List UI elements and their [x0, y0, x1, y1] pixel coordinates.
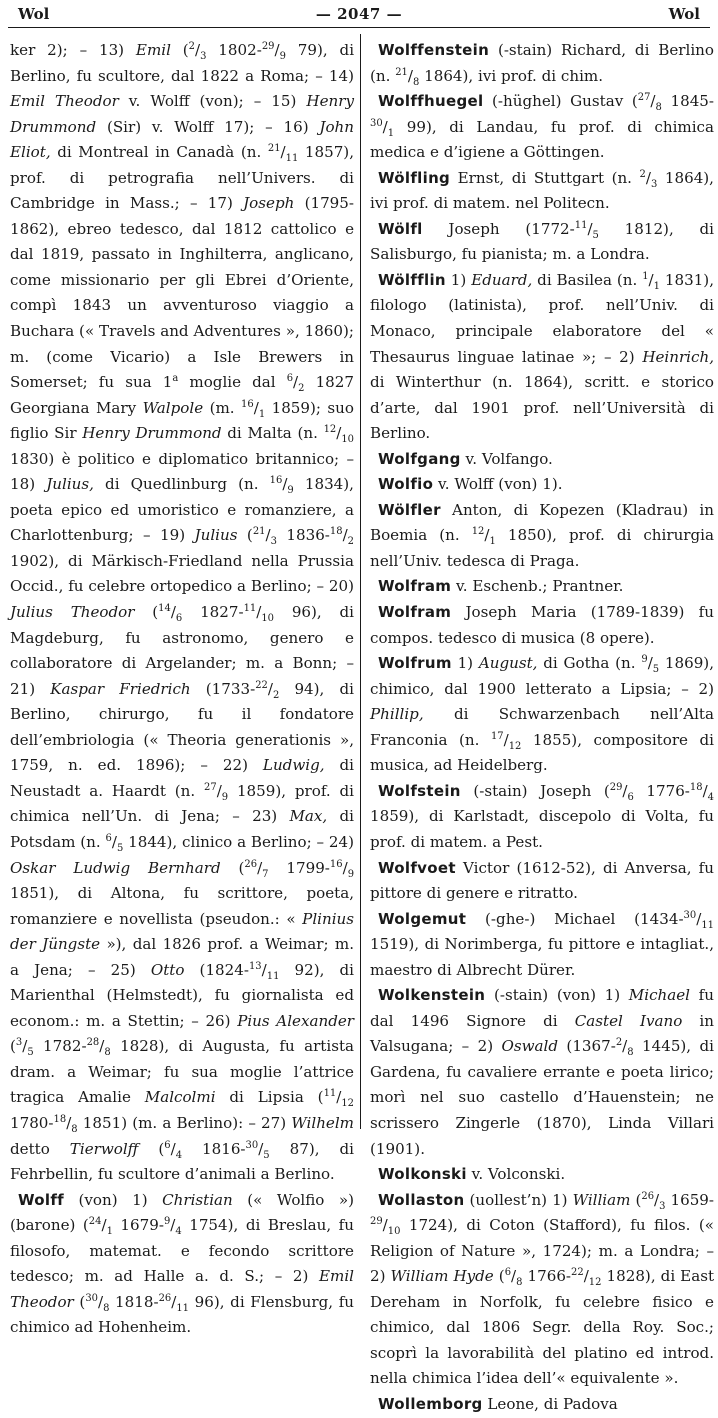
dictionary-entry-wolkenstein [370, 983, 714, 1162]
entry-headword: Wolfvoet [378, 858, 456, 877]
entry-headword: Wolfram [378, 577, 452, 596]
entry-body: (-ghe-) Michael ($1434-^{30}/_{11}$ 1519), di Norimberga, fu pittore e intagliat., maestro di Albrecht Dürer. [370, 909, 714, 979]
dictionary-entry-wolffenstein [370, 38, 714, 89]
entry-headword: Wolfstein [378, 781, 461, 800]
entry-headword: Wolkenstein [378, 986, 486, 1005]
entry-body: Anton, di Kopezen (Kladrau) in Boemia (n. $^{12}/_1$ 1850), prof. di chirurgia nell’Univ. tedesca di Praga. [370, 500, 714, 570]
dictionary-entry-wolff-cont [10, 38, 354, 1188]
dictionary-entry-wolfrum [370, 651, 714, 779]
entry-headword: Wölfler [378, 500, 441, 519]
entry-body: Joseph ($1772-^{11}/_5$ 1812), di Salisburgo, fu pianista; m. a Londra. [370, 219, 714, 264]
entry-body: (-hüghel) Gustav ($^{27}/_8$ $1845-^{30}/_1$ 99), di Landau, fu prof. di chimica medica e d’igiene a Göttingen. [370, 92, 714, 162]
entry-headword: Wölfling [378, 168, 451, 187]
entry-body: v. Volfango. [465, 449, 553, 468]
entry-body: v. Volconski. [471, 1165, 566, 1184]
dictionary-entry-wolfvoet [370, 856, 714, 907]
entry-body: (von) 1) Christian (« Wolfio ») (barone) ($^{24}/_1$ $1679-^9/_4$ 1754), di Breslau, fu filosofo, matemat. e fecondo scrittore tedesco; m. ad Halle a. d. S.; – 2) Emil Theodor ($^{30}/_8$ $1818-^{26}/_{11}$ 96), di Flensburg, fu chimico ad Hohenheim. [10, 1190, 355, 1337]
entry-body: Victor (1612-52), di Anversa, fu pittore di genere e ritratto. [370, 858, 714, 903]
dictionary-entry-wolkonski [370, 1162, 714, 1188]
entry-headword: Wolffhuegel [378, 92, 484, 111]
right-column [370, 38, 714, 1418]
dictionary-entry-wolfram1 [370, 574, 714, 600]
page-number: — 2047 — [315, 5, 403, 23]
entry-body: ker 2); – 13) Emil ($^2/_3$ $1802-^{29}/_9$ 79), di Berlino, fu scultore, dal 1822 a Roma; – 14) Emil Theodor v. Wolff (von); – 15) Henry Drummond (Sir) v. Wolff 17); – 16) John Eliot, di Montreal in Canadà (n. $^{21}/_{11}$ 1857), prof. di petrografia nell’Univers. di Cambridge in Mass.; – 17) Joseph (1795-1862), ebreo tedesco, dal 1812 cattolico e dal 1819, passato in Inghilterra, anglicano, come missionario per gli Ebrei d’Oriente, compì 1843 un avventuroso viaggio a Buchara (« Travels and Adventures », 1860); m. (come Vicario) a Isle Brewers in Somerset; fu sua 1$^a$ moglie dal $^6/_2$ 1827 Georgiana Mary Walpole (m. $^{16}/_1$ 1859); suo figlio Sir Henry Drummond di Malta (n. $^{12}/_{10}$ 1830) è politico e diplomatico britannico; – 18) Julius, di Quedlinburg (n. $^{16}/_9$ 1834), poeta epico ed umoristico e romanziere, a Charlottenburg; – 19) Julius ($^{21}/_3$ $1836-^{18}/_2$ 1902), di Märkisch-Friedland nella Prussia Occid., fu celebre ortopedico a Berlino; – 20) Julius Theodor ($^{14}/_6$ $1827-^{11}/_{10}$ 96), di Magdeburg, fu astronomo, genero e collaboratore di Argelander; m. a Bonn; – 21) Kaspar Friedrich ($1733-^{22}/_2$ 94), di Berlino, chirurgo, fu il fondatore dell’embriologia (« Theoria generationis », 1759, n. ed. 1896); – 22) Ludwig, di Neustadt a. Haardt (n. $^{27}/_9$ 1859), prof. di chimica nell’Un. di Jena; – 23) Max, di Potsdam (n. $^6/_5$ 1844), clinico a Berlino; – 24) Oskar Ludwig Bernhard ($^{26}/_7$ $1799-^{16}/_9$ 1851), di Altona, fu scrittore, poeta, romanziere e novellista (pseudon.: « Plinius der Jüngste »), dal 1826 prof. a Weimar; m. a Jena; – 25) Otto ($1824-^{13}/_{11}$ 92), di Marienthal (Helmstedt), fu giornalista ed econom.: m. a Stettin; – 26) Pius Alexander ($^3/_5$ $1782-^{28}/_8$ 1828), di Augusta, fu artista dram. a Weimar; fu sua moglie l’attrice tragica Amalie Malcolmi di Lipsia ($^{11}/_{12}$ $1780-^{18}/_8$ 1851) (m. a Berlino): – 27) Wilhelm detto Tierwolff ($^6/_4$ $1816-^{30}/_5$ 87), di Fehrbellin, fu scultore d’animali a Berlino. [10, 40, 355, 1184]
entry-body: Joseph Maria (1789-1839) fu compos. tedesco di musica (8 opere). [370, 603, 714, 647]
entry-headword: Wolfrum [378, 654, 452, 673]
dictionary-entry-wolfler [370, 498, 714, 575]
entry-headword: Wolffenstein [378, 41, 490, 59]
dictionary-entry-wolfio [370, 472, 714, 498]
entry-headword: Wolkonski [378, 1165, 467, 1184]
entry-headword: Wolgemut [378, 909, 467, 928]
entry-body: 1) Eduard, di Basilea (n. $^1/_1$ 1831), filologo (latinista), prof. nell’Univ. di Monaco, principale elaboratore del « Thesaurus linguae latinae »; – 2) Heinrich, di Winterthur (n. 1864), scritt. e storico d’arte, dal 1901 prof. nell’Università di Berlino. [370, 270, 714, 443]
entry-headword: Wollemborg [378, 1394, 483, 1413]
entry-body: (-stain) Joseph ($^{29}/_6$ $1776-^{18}/_4$ 1859), di Karlstadt, discepolo di Volta, fu prof. di matem. a Pest. [370, 781, 715, 851]
entry-headword: Wolfio [378, 475, 434, 494]
dictionary-entry-wolff-von [10, 1188, 354, 1341]
dictionary-entry-wolfgang [370, 447, 714, 473]
dictionary-entry-wollemborg [370, 1392, 714, 1418]
header-right-guideword: Wol [668, 5, 700, 23]
entry-body: Leone, di Padova [487, 1394, 618, 1413]
dictionary-entry-wolfflin [370, 268, 714, 447]
dictionary-entry-wollaston [370, 1188, 714, 1392]
entry-headword: Wolff [18, 1190, 65, 1209]
left-column [10, 38, 354, 1341]
entry-headword: Wolfgang [378, 449, 461, 468]
entry-body: 1) August, di Gotha (n. $^9/_5$ 1869), chimico, dal 1900 letterato a Lipsia; – 2) Phillip, di Schwarzenbach nell’Alta Franconia (n. $^{17}/_{12}$ 1855), compositore di musica, ad Heidelberg. [370, 654, 714, 775]
entry-body: (-stain) (von) 1) Michael fu dal 1496 Signore di Castel Ivano in Valsugana; – 2) Oswald ($1367-^2/_8$ 1445), di Gardena, fu cavaliere errante e poeta lirico; morì nel suo castello d’Hauenstein; ne scrissero Zingerle (1870), Linda Villari (1901). [370, 986, 714, 1158]
dictionary-entry-wolfling [370, 166, 714, 217]
entry-body: (-stain) Richard, di Berlino (n. $^{21}/_8$ 1864), ivi prof. di chim. [370, 41, 714, 88]
dictionary-entry-wolfstein [370, 779, 714, 856]
dictionary-entry-wolgemut [370, 907, 714, 984]
entry-headword: Wölfl [378, 219, 423, 238]
entry-body: v. Wolff (von) 1). [438, 475, 563, 494]
page-header [8, 4, 710, 28]
header-left-guideword: Wol [18, 5, 50, 23]
entry-headword: Wölfflin [378, 270, 446, 289]
dictionary-entry-wolffhuegel [370, 89, 714, 166]
entry-body: v. Eschenb.; Prantner. [456, 577, 624, 596]
entry-body: Ernst, di Stuttgart (n. $^2/_3$ 1864), ivi prof. di matem. nel Politecn. [370, 168, 714, 213]
dictionary-entry-wolfram2 [370, 600, 714, 651]
dictionary-entry-wolfl [370, 217, 714, 268]
entry-headword: Wollaston [378, 1190, 465, 1209]
entry-body: (uollest’n) 1) William ($^{26}/_3$ $1659-^{29}/_{10}$ 1724), di Coton (Stafford), fu filos. (« Religion of Nature », 1724); m. a Londra; – 2) William Hyde ($^6/_8$ $1766-^{22}/_{12}$ 1828), di East Dereham in Norfolk, fu celebre fisico e chimico, dal 1806 Segr. della Roy. Soc.; scoprì la lavorabilità del platino ed introd. nella chimica l’idea dell’« equivalente ». [370, 1190, 715, 1388]
column-divider [360, 34, 361, 1129]
entry-headword: Wolfram [378, 603, 452, 622]
